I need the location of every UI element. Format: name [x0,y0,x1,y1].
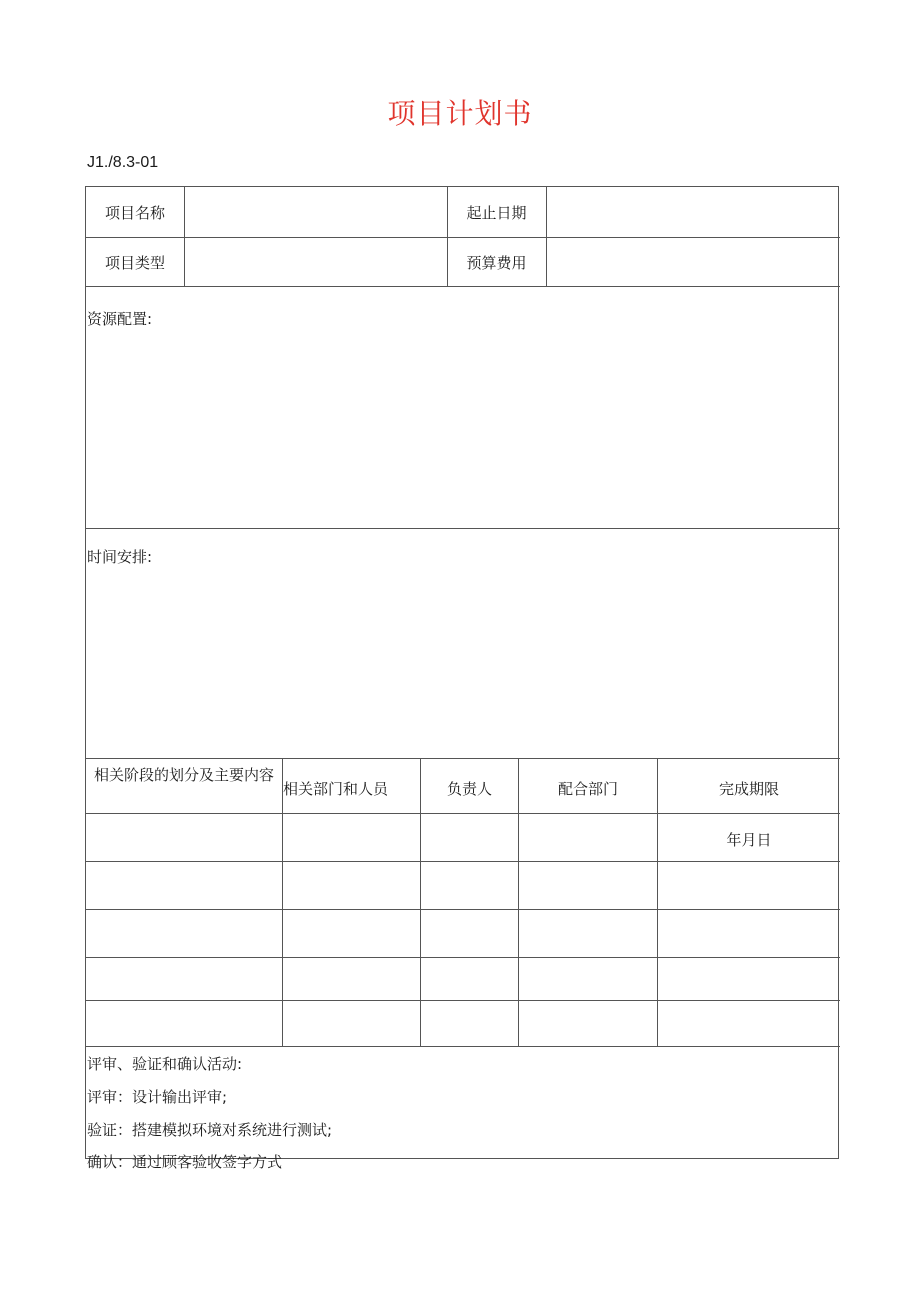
row-divider [86,758,840,759]
column-divider [546,187,547,286]
column-divider [282,758,283,1046]
document-title: 项目计划书 [387,97,533,130]
review-heading: 评审、验证和确认活动: [87,1055,243,1073]
column-divider [184,187,185,286]
owner-header: 负责人 [446,780,492,798]
row-divider [86,1046,840,1047]
column-divider [420,758,421,1046]
row-divider [86,528,840,529]
department-header: 相关部门和人员 [283,780,389,798]
row-divider [86,237,840,238]
date-range-label: 起止日期 [466,204,527,222]
project-type-label: 项目类型 [104,254,165,272]
support-department-header: 配合部门 [557,780,618,798]
project-plan-form [85,186,839,1171]
row-divider [86,1000,840,1001]
document-code: J1./8.3-01 [87,154,159,171]
row-divider [86,909,840,910]
row-divider [86,957,840,958]
deadline-cell[interactable]: 年月日 [726,831,772,849]
project-name-label: 项目名称 [104,204,165,222]
verification-line: 验证：搭建模拟环境对系统进行测试; [87,1121,333,1139]
review-line: 评审：设计输出评审; [87,1088,228,1106]
column-divider [518,758,519,1046]
budget-label: 预算费用 [466,254,527,272]
row-divider [86,813,840,814]
stage-header: 相关阶段的划分及主要内容 [93,766,274,784]
deadline-header: 完成期限 [718,780,779,798]
column-divider [657,758,658,1046]
row-divider [86,861,840,862]
resources-label: 资源配置: [87,310,153,328]
row-divider [86,286,840,287]
schedule-label: 时间安排: [87,548,153,566]
confirmation-line: 确认：通过顾客验收签字方式 [87,1153,283,1171]
